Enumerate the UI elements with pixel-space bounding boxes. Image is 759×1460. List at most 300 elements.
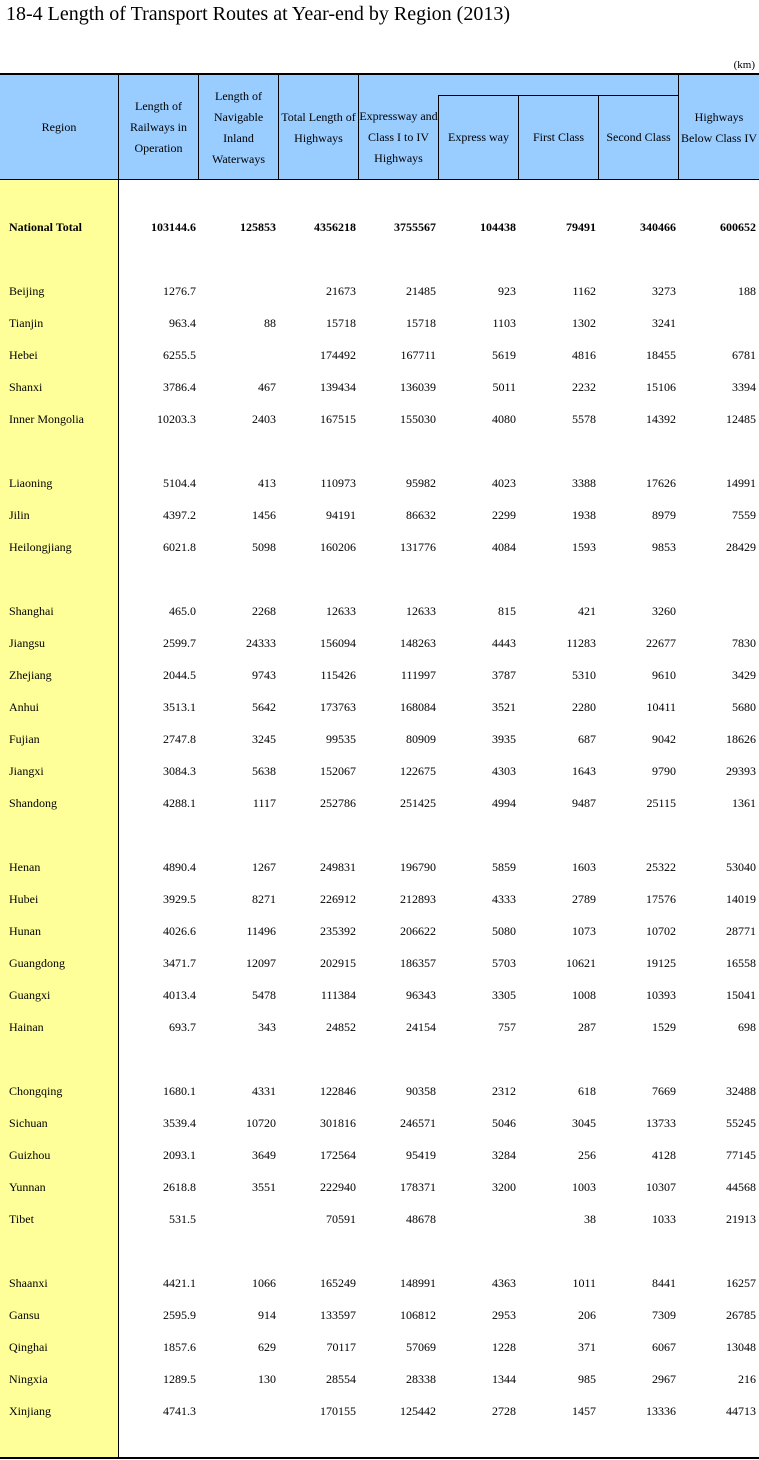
cell-second: 9042 [652, 732, 676, 746]
cell-highways: 94191 [326, 508, 356, 522]
region-name: Tianjin [9, 316, 44, 330]
cell-exp-class: 206622 [400, 924, 436, 938]
header-divider [198, 75, 199, 180]
cell-second: 15106 [646, 380, 676, 394]
cell-waterways: 12097 [246, 956, 276, 970]
cell-exp-class: 178371 [400, 1180, 436, 1194]
cell-express: 5859 [492, 860, 516, 874]
cell-express: 2953 [492, 1308, 516, 1322]
region-name: Yunnan [9, 1180, 46, 1194]
cell-highways: 21673 [326, 284, 356, 298]
header-divider [278, 75, 279, 180]
cell-waterways: 2403 [252, 412, 276, 426]
header-highways: Total Length of Highways [281, 109, 356, 145]
cell-first: 371 [578, 1340, 596, 1354]
cell-exp-class: 12633 [406, 604, 436, 618]
cell-exp-class: 90358 [406, 1084, 436, 1098]
cell-express: 3200 [492, 1180, 516, 1194]
cell-first: 256 [578, 1148, 596, 1162]
cell-highways: 252786 [320, 796, 356, 810]
cell-railways: 5104.4 [163, 476, 196, 490]
region-name: Guangdong [9, 956, 65, 970]
cell-below: 7830 [732, 636, 756, 650]
cell-railways: 2618.8 [163, 1180, 196, 1194]
cell-first: 38 [584, 1212, 596, 1226]
cell-second: 10411 [646, 700, 676, 714]
cell-railways: 3084.3 [163, 764, 196, 778]
table-row [0, 755, 759, 787]
table-row [0, 403, 759, 435]
cell-highways: 235392 [320, 924, 356, 938]
region-name: Shaanxi [9, 1276, 48, 1290]
cell-below: 3429 [732, 668, 756, 682]
cell-highways: 133597 [320, 1308, 356, 1322]
header-expressway-class: Expressway and Class I to IV Highways [359, 109, 438, 165]
cell-waterways: 88 [264, 316, 276, 330]
cell-second: 25115 [646, 796, 676, 810]
cell-second: 9853 [652, 540, 676, 554]
table-row [0, 1331, 759, 1363]
table-row [0, 275, 759, 307]
cell-below: 21913 [726, 1212, 756, 1226]
header-group-line [438, 95, 678, 96]
cell-waterways: 4331 [252, 1084, 276, 1098]
cell-first: 10621 [566, 956, 596, 970]
cell-below: 16257 [726, 1276, 756, 1290]
table-row [0, 499, 759, 531]
cell-railways: 2599.7 [163, 636, 196, 650]
cell-highways: 226912 [320, 892, 356, 906]
cell-second: 3241 [652, 316, 676, 330]
cell-express: 4080 [492, 412, 516, 426]
cell-express: 3284 [492, 1148, 516, 1162]
table-row [0, 1395, 759, 1427]
cell-express: 1103 [492, 316, 516, 330]
header-second-class: Second Class [606, 130, 671, 144]
table-row [0, 531, 759, 563]
table-row [0, 787, 759, 819]
header-divider [438, 95, 439, 180]
cell-exp-class: 24154 [406, 1020, 436, 1034]
cell-below: 188 [738, 284, 756, 298]
cell-first: 79491 [566, 220, 596, 234]
cell-waterways: 8271 [252, 892, 276, 906]
region-name: Liaoning [9, 476, 53, 490]
cell-second: 3273 [652, 284, 676, 298]
cell-highways: 122846 [320, 1084, 356, 1098]
cell-first: 5310 [572, 668, 596, 682]
cell-highways: 110973 [320, 476, 356, 490]
cell-waterways: 1456 [252, 508, 276, 522]
cell-highways: 167515 [320, 412, 356, 426]
cell-railways: 465.0 [169, 604, 196, 618]
cell-express: 757 [498, 1020, 516, 1034]
table-row [0, 883, 759, 915]
cell-second: 1529 [652, 1020, 676, 1034]
cell-second: 7669 [652, 1084, 676, 1098]
cell-highways: 160206 [320, 540, 356, 554]
cell-exp-class: 148263 [400, 636, 436, 650]
cell-second: 13733 [646, 1116, 676, 1130]
cell-first: 1938 [572, 508, 596, 522]
cell-exp-class: 122675 [400, 764, 436, 778]
cell-second: 9790 [652, 764, 676, 778]
table-header [0, 75, 759, 180]
cell-first: 1008 [572, 988, 596, 1002]
header-divider [678, 75, 679, 180]
cell-railways: 693.7 [169, 1020, 196, 1034]
cell-exp-class: 251425 [400, 796, 436, 810]
table-row [0, 659, 759, 691]
cell-below: 15041 [726, 988, 756, 1002]
cell-second: 17626 [646, 476, 676, 490]
cell-railways: 6255.5 [163, 348, 196, 362]
cell-waterways: 413 [258, 476, 276, 490]
cell-exp-class: 15718 [406, 316, 436, 330]
cell-first: 2280 [572, 700, 596, 714]
cell-first: 618 [578, 1084, 596, 1098]
cell-first: 3045 [572, 1116, 596, 1130]
cell-highways: 301816 [320, 1116, 356, 1130]
cell-railways: 2747.8 [163, 732, 196, 746]
cell-railways: 1680.1 [163, 1084, 196, 1098]
cell-second: 17576 [646, 892, 676, 906]
cell-second: 340466 [640, 220, 676, 234]
cell-exp-class: 196790 [400, 860, 436, 874]
cell-express: 3787 [492, 668, 516, 682]
cell-highways: 111384 [320, 988, 356, 1002]
table-row [0, 979, 759, 1011]
region-name: Sichuan [9, 1116, 48, 1130]
cell-highways: 4356218 [314, 220, 356, 234]
cell-second: 1033 [652, 1212, 676, 1226]
cell-highways: 99535 [326, 732, 356, 746]
cell-railways: 3471.7 [163, 956, 196, 970]
cell-highways: 174492 [320, 348, 356, 362]
cell-railways: 1289.5 [163, 1372, 196, 1386]
cell-below: 698 [738, 1020, 756, 1034]
cell-second: 10702 [646, 924, 676, 938]
cell-express: 3521 [492, 700, 516, 714]
cell-waterways: 2268 [252, 604, 276, 618]
cell-express: 4084 [492, 540, 516, 554]
cell-below: 18626 [726, 732, 756, 746]
region-name: Heilongjiang [9, 540, 72, 554]
cell-highways: 152067 [320, 764, 356, 778]
cell-first: 1003 [572, 1180, 596, 1194]
cell-second: 8441 [652, 1276, 676, 1290]
cell-first: 1457 [572, 1404, 596, 1418]
cell-highways: 28554 [326, 1372, 356, 1386]
header-divider [518, 95, 519, 180]
region-name: Jilin [9, 508, 30, 522]
region-name: Guangxi [9, 988, 51, 1002]
cell-second: 22677 [646, 636, 676, 650]
cell-railways: 4288.1 [163, 796, 196, 810]
cell-first: 1603 [572, 860, 596, 874]
region-name: Shanghai [9, 604, 54, 618]
cell-exp-class: 136039 [400, 380, 436, 394]
cell-highways: 15718 [326, 316, 356, 330]
region-name: Tibet [9, 1212, 34, 1226]
region-name: Ningxia [9, 1372, 48, 1386]
cell-exp-class: 246571 [400, 1116, 436, 1130]
cell-below: 29393 [726, 764, 756, 778]
cell-first: 287 [578, 1020, 596, 1034]
table-row [0, 1075, 759, 1107]
table-row [0, 723, 759, 755]
table-row [0, 1011, 759, 1043]
cell-below: 28771 [726, 924, 756, 938]
table-row [0, 1107, 759, 1139]
region-name: Shandong [9, 796, 57, 810]
cell-below: 26785 [726, 1308, 756, 1322]
cell-highways: 172564 [320, 1148, 356, 1162]
cell-first: 985 [578, 1372, 596, 1386]
header-railways: Length of Railways in Operation [130, 99, 187, 155]
region-name: Xinjiang [9, 1404, 51, 1418]
cell-express: 5011 [492, 380, 516, 394]
cell-below: 16558 [726, 956, 756, 970]
cell-waterways: 343 [258, 1020, 276, 1034]
region-name: Gansu [9, 1308, 40, 1322]
unit-label: (km) [733, 59, 755, 71]
cell-exp-class: 96343 [406, 988, 436, 1002]
cell-highways: 24852 [326, 1020, 356, 1034]
cell-first: 4816 [572, 348, 596, 362]
cell-first: 1073 [572, 924, 596, 938]
header-waterways: Length of Navigable Inland Waterways [211, 88, 265, 166]
region-name: National Total [9, 220, 83, 234]
cell-railways: 4026.6 [163, 924, 196, 938]
cell-second: 8979 [652, 508, 676, 522]
header-divider [358, 75, 359, 180]
cell-express: 4333 [492, 892, 516, 906]
cell-railways: 3786.4 [163, 380, 196, 394]
cell-second: 10393 [646, 988, 676, 1002]
header-below-class-iv: Highways Below Class IV [681, 109, 757, 145]
header-divider [118, 75, 119, 180]
cell-first: 1593 [572, 540, 596, 554]
cell-below: 28429 [726, 540, 756, 554]
region-name: Chongqing [9, 1084, 63, 1098]
cell-second: 10307 [646, 1180, 676, 1194]
cell-below: 1361 [732, 796, 756, 810]
table-row [0, 1363, 759, 1395]
cell-railways: 2093.1 [163, 1148, 196, 1162]
cell-waterways: 1267 [252, 860, 276, 874]
cell-highways: 170155 [320, 1404, 356, 1418]
cell-express: 104438 [480, 220, 516, 234]
region-name: Jiangxi [9, 764, 44, 778]
cell-railways: 2044.5 [163, 668, 196, 682]
table-row [0, 1203, 759, 1235]
cell-express: 815 [498, 604, 516, 618]
cell-below: 53040 [726, 860, 756, 874]
cell-exp-class: 131776 [400, 540, 436, 554]
cell-exp-class: 57069 [406, 1340, 436, 1354]
table-row [0, 1299, 759, 1331]
cell-below: 55245 [726, 1116, 756, 1130]
region-name: Hebei [9, 348, 38, 362]
cell-railways: 1857.6 [163, 1340, 196, 1354]
table-row [0, 947, 759, 979]
table-row [0, 627, 759, 659]
cell-waterways: 5478 [252, 988, 276, 1002]
cell-second: 25322 [646, 860, 676, 874]
cell-express: 4303 [492, 764, 516, 778]
cell-express: 2728 [492, 1404, 516, 1418]
region-name: Henan [9, 860, 41, 874]
cell-express: 2299 [492, 508, 516, 522]
table-row [0, 851, 759, 883]
cell-below: 3394 [732, 380, 756, 394]
cell-waterways: 3551 [252, 1180, 276, 1194]
cell-railways: 3929.5 [163, 892, 196, 906]
cell-railways: 1276.7 [163, 284, 196, 298]
cell-express: 5080 [492, 924, 516, 938]
table-row [0, 1139, 759, 1171]
cell-highways: 165249 [320, 1276, 356, 1290]
cell-highways: 115426 [320, 668, 356, 682]
bottom-rule [0, 1457, 759, 1459]
cell-express: 4023 [492, 476, 516, 490]
cell-below: 14019 [726, 892, 756, 906]
cell-express: 4994 [492, 796, 516, 810]
cell-below: 44713 [726, 1404, 756, 1418]
cell-below: 13048 [726, 1340, 756, 1354]
cell-highways: 202915 [320, 956, 356, 970]
cell-railways: 2595.9 [163, 1308, 196, 1322]
cell-express: 3305 [492, 988, 516, 1002]
cell-express: 5046 [492, 1116, 516, 1130]
region-name: Anhui [9, 700, 39, 714]
cell-below: 600652 [720, 220, 756, 234]
cell-railways: 10203.3 [157, 412, 196, 426]
cell-first: 1302 [572, 316, 596, 330]
region-name: Guizhou [9, 1148, 51, 1162]
cell-below: 32488 [726, 1084, 756, 1098]
cell-railways: 4890.4 [163, 860, 196, 874]
cell-waterways: 5642 [252, 700, 276, 714]
page-title: 18-4 Length of Transport Routes at Year-end by Region (2013) [6, 3, 510, 25]
cell-waterways: 11496 [246, 924, 276, 938]
cell-exp-class: 125442 [400, 1404, 436, 1418]
region-name: Hunan [9, 924, 41, 938]
region-name: Inner Mongolia [9, 412, 84, 426]
cell-highways: 12633 [326, 604, 356, 618]
cell-highways: 249831 [320, 860, 356, 874]
cell-first: 3388 [572, 476, 596, 490]
cell-railways: 103144.6 [151, 220, 196, 234]
header-divider [598, 95, 599, 180]
table-row [0, 467, 759, 499]
cell-waterways: 9743 [252, 668, 276, 682]
cell-below: 14991 [726, 476, 756, 490]
header-express-way: Express way [448, 130, 509, 144]
cell-waterways: 629 [258, 1340, 276, 1354]
cell-second: 9610 [652, 668, 676, 682]
cell-second: 6067 [652, 1340, 676, 1354]
cell-first: 5578 [572, 412, 596, 426]
cell-waterways: 1066 [252, 1276, 276, 1290]
region-name: Jiangsu [9, 636, 45, 650]
cell-express: 1344 [492, 1372, 516, 1386]
cell-first: 1643 [572, 764, 596, 778]
cell-exp-class: 148991 [400, 1276, 436, 1290]
cell-first: 1162 [572, 284, 596, 298]
cell-railways: 4397.2 [163, 508, 196, 522]
cell-second: 18455 [646, 348, 676, 362]
cell-highways: 222940 [320, 1180, 356, 1194]
region-name: Zhejiang [9, 668, 52, 682]
cell-below: 6781 [732, 348, 756, 362]
region-name: Qinghai [9, 1340, 48, 1354]
cell-express: 923 [498, 284, 516, 298]
cell-second: 14392 [646, 412, 676, 426]
cell-railways: 963.4 [169, 316, 196, 330]
cell-waterways: 5638 [252, 764, 276, 778]
header-region: Region [41, 120, 77, 134]
region-name: Hainan [9, 1020, 44, 1034]
region-name: Hubei [9, 892, 39, 906]
region-name: Beijing [9, 284, 45, 298]
cell-first: 9487 [572, 796, 596, 810]
cell-highways: 70591 [326, 1212, 356, 1226]
cell-railways: 4013.4 [163, 988, 196, 1002]
cell-below: 12485 [726, 412, 756, 426]
cell-exp-class: 3755567 [394, 220, 436, 234]
cell-first: 2789 [572, 892, 596, 906]
cell-exp-class: 21485 [406, 284, 436, 298]
cell-waterways: 3245 [252, 732, 276, 746]
cell-waterways: 914 [258, 1308, 276, 1322]
cell-express: 2312 [492, 1084, 516, 1098]
cell-exp-class: 48678 [406, 1212, 436, 1226]
cell-first: 2232 [572, 380, 596, 394]
cell-exp-class: 95419 [406, 1148, 436, 1162]
table-row [0, 595, 759, 627]
cell-exp-class: 106812 [400, 1308, 436, 1322]
cell-exp-class: 186357 [400, 956, 436, 970]
cell-railways: 3513.1 [163, 700, 196, 714]
cell-highways: 70117 [326, 1340, 356, 1354]
total-row [0, 211, 759, 243]
cell-second: 19125 [646, 956, 676, 970]
cell-second: 7309 [652, 1308, 676, 1322]
cell-waterways: 467 [258, 380, 276, 394]
cell-below: 7559 [732, 508, 756, 522]
cell-exp-class: 212893 [400, 892, 436, 906]
cell-highways: 139434 [320, 380, 356, 394]
cell-below: 44568 [726, 1180, 756, 1194]
cell-first: 206 [578, 1308, 596, 1322]
cell-railways: 531.5 [169, 1212, 196, 1226]
cell-exp-class: 28338 [406, 1372, 436, 1386]
cell-express: 1228 [492, 1340, 516, 1354]
cell-waterways: 130 [258, 1372, 276, 1386]
cell-below: 77145 [726, 1148, 756, 1162]
cell-exp-class: 168084 [400, 700, 436, 714]
cell-waterways: 10720 [246, 1116, 276, 1130]
cell-railways: 6021.8 [163, 540, 196, 554]
region-name: Shanxi [9, 380, 43, 394]
cell-exp-class: 95982 [406, 476, 436, 490]
cell-waterways: 3649 [252, 1148, 276, 1162]
cell-waterways: 1117 [252, 796, 276, 810]
cell-first: 421 [578, 604, 596, 618]
cell-express: 4443 [492, 636, 516, 650]
